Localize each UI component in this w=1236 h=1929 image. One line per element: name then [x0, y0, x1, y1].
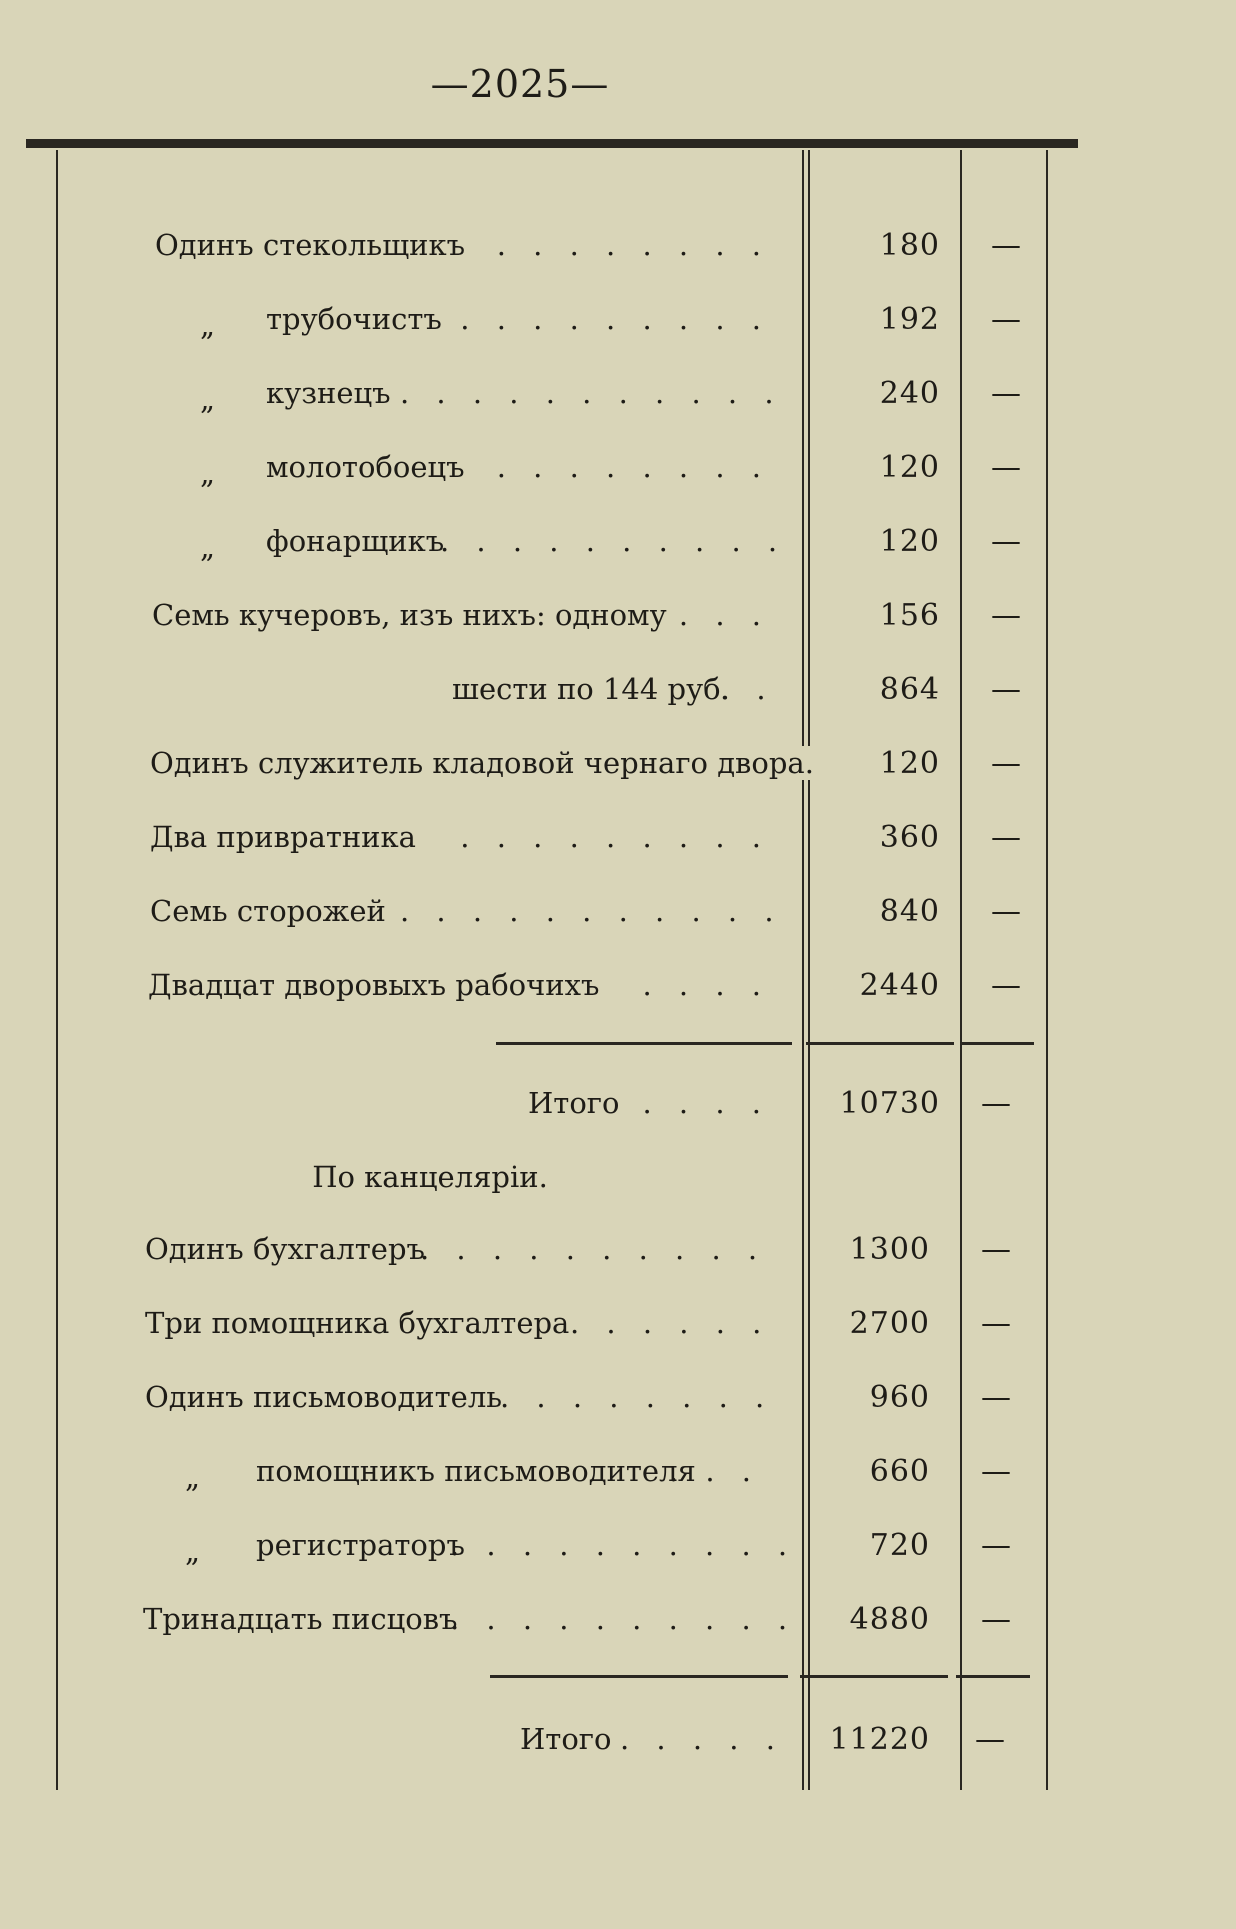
table-row	[0, 814, 1236, 888]
page-number: —2025—	[430, 62, 610, 106]
kopecks-dash: —	[991, 302, 1021, 337]
subtotal-rule	[490, 1675, 788, 1678]
ditto-mark: „	[200, 530, 216, 564]
ditto-mark: „	[200, 382, 216, 416]
row-label: регистраторъ	[256, 1528, 466, 1562]
row-label: Одинъ письмоводитель	[145, 1380, 485, 1414]
amount: 120	[879, 746, 940, 781]
leader-dots: . . . . . . . . . . .	[400, 894, 783, 928]
amount: 1300	[849, 1232, 930, 1267]
section-title: По канцеляріи.	[312, 1160, 548, 1194]
leader-dots: . . . . . .	[570, 1306, 771, 1340]
kopecks-dash: —	[991, 376, 1021, 411]
leader-dots: . . . . . . . . . .	[420, 1232, 767, 1266]
top-rule-inner	[26, 146, 1078, 148]
leader-dots: . . . .	[642, 1086, 770, 1120]
amount: 840	[879, 894, 940, 929]
amount: 4880	[849, 1602, 930, 1637]
table-row	[0, 740, 1236, 814]
table-row	[0, 518, 1236, 592]
amount: 960	[869, 1380, 930, 1415]
amount: 192	[879, 302, 940, 337]
row-label: Одинъ бухгалтеръ	[145, 1232, 425, 1266]
total-amount: 11220	[829, 1722, 930, 1757]
row-label: кузнецъ	[266, 376, 416, 410]
leader-dots: . . . . . . . . . .	[440, 524, 787, 558]
table-row	[0, 1448, 1236, 1522]
subtotal-rule-kopecks	[960, 1042, 1034, 1045]
ditto-mark: „	[200, 456, 216, 490]
table-row	[0, 222, 1236, 296]
subtotal-rule-amount	[800, 1675, 948, 1678]
row-label: Два привратника	[150, 820, 420, 854]
amount: 180	[879, 228, 940, 263]
table-row	[0, 1226, 1236, 1300]
leader-dots: . . . . . . . .	[496, 228, 770, 262]
ditto-mark: „	[200, 308, 216, 342]
ditto-mark: „	[185, 1534, 201, 1568]
total-label: Итого	[520, 1722, 630, 1756]
amount: 156	[879, 598, 940, 633]
kopecks-dash: —	[991, 820, 1021, 855]
row-label: молотобоецъ	[266, 450, 486, 484]
row-label: шести по 144 руб.	[452, 672, 742, 706]
leader-dots: . .	[720, 672, 775, 706]
leader-dots: . . .	[668, 1454, 760, 1488]
amount: 660	[869, 1454, 930, 1489]
table-row	[0, 296, 1236, 370]
leader-dots: . . .	[678, 598, 770, 632]
subtotal-rule-amount	[806, 1042, 954, 1045]
leader-dots: . . . . . . . . .	[460, 302, 770, 336]
kopecks-dash: —	[991, 598, 1021, 633]
table-row	[0, 1522, 1236, 1596]
leader-dots: . . . . . . . . . .	[450, 1528, 797, 1562]
row-label: Двадцат дворовыхъ рабочихъ	[148, 968, 628, 1002]
table-row	[0, 1374, 1236, 1448]
row-label: Одинъ стекольщикъ	[155, 228, 485, 262]
table-row	[0, 962, 1236, 1036]
total-amount: 10730	[839, 1086, 940, 1121]
kopecks-dash: —	[991, 672, 1021, 707]
table-row	[0, 888, 1236, 962]
total-row	[0, 1080, 1236, 1154]
row-label: Семь сторожей	[150, 894, 390, 928]
amount: 720	[869, 1528, 930, 1563]
leader-dots: . . . . . . . . . .	[450, 1602, 797, 1636]
kopecks-dash: —	[981, 1232, 1011, 1267]
kopecks-dash: —	[991, 228, 1021, 263]
total-label: Итого	[528, 1086, 638, 1120]
amount: 120	[879, 524, 940, 559]
row-label: трубочистъ	[266, 302, 466, 336]
leader-dots: . . . . . . . . . . .	[400, 376, 783, 410]
subtotal-rule	[496, 1042, 792, 1045]
table-row	[0, 444, 1236, 518]
amount: 120	[879, 450, 940, 485]
subtotal-rule-kopecks	[956, 1675, 1030, 1678]
kopecks-dash: —	[991, 746, 1021, 781]
kopecks-dash: —	[981, 1528, 1011, 1563]
ditto-mark: „	[185, 1460, 201, 1494]
amount: 240	[879, 376, 940, 411]
table-row	[0, 592, 1236, 666]
leader-dots: . . . . . . . . .	[460, 820, 770, 854]
leader-dots: . . . . . . . .	[496, 450, 770, 484]
amount: 2440	[859, 968, 940, 1003]
amount: 864	[879, 672, 940, 707]
kopecks-dash: —	[981, 1602, 1011, 1637]
amount: 360	[879, 820, 940, 855]
kopecks-dash: —	[991, 894, 1021, 929]
kopecks-dash: —	[981, 1086, 1011, 1121]
table-row	[0, 370, 1236, 444]
kopecks-dash: —	[991, 968, 1021, 1003]
total-row	[0, 1716, 1236, 1790]
kopecks-dash: —	[991, 450, 1021, 485]
row-label: Одинъ служитель кладовой чернаго двора.	[150, 746, 790, 780]
row-label: Три помощника бухгалтера	[145, 1306, 565, 1340]
kopecks-dash: —	[981, 1454, 1011, 1489]
row-label: помощникъ письмоводителя	[256, 1454, 676, 1488]
leader-dots: . . . . . . . .	[500, 1380, 774, 1414]
kopecks-dash: —	[981, 1380, 1011, 1415]
row-label: Тринадцать писцовъ	[143, 1602, 453, 1636]
kopecks-dash: —	[975, 1722, 1005, 1757]
amount: 2700	[849, 1306, 930, 1341]
table-row	[0, 666, 1236, 740]
kopecks-dash: —	[981, 1306, 1011, 1341]
kopecks-dash: —	[991, 524, 1021, 559]
table-row	[0, 1596, 1236, 1670]
table-row	[0, 1300, 1236, 1374]
leader-dots: . . . .	[642, 968, 770, 1002]
row-label: Семь кучеровъ, изъ нихъ: одному	[152, 598, 672, 632]
row-label: фонарщикъ	[266, 524, 456, 558]
leader-dots: . . . . .	[620, 1722, 784, 1756]
